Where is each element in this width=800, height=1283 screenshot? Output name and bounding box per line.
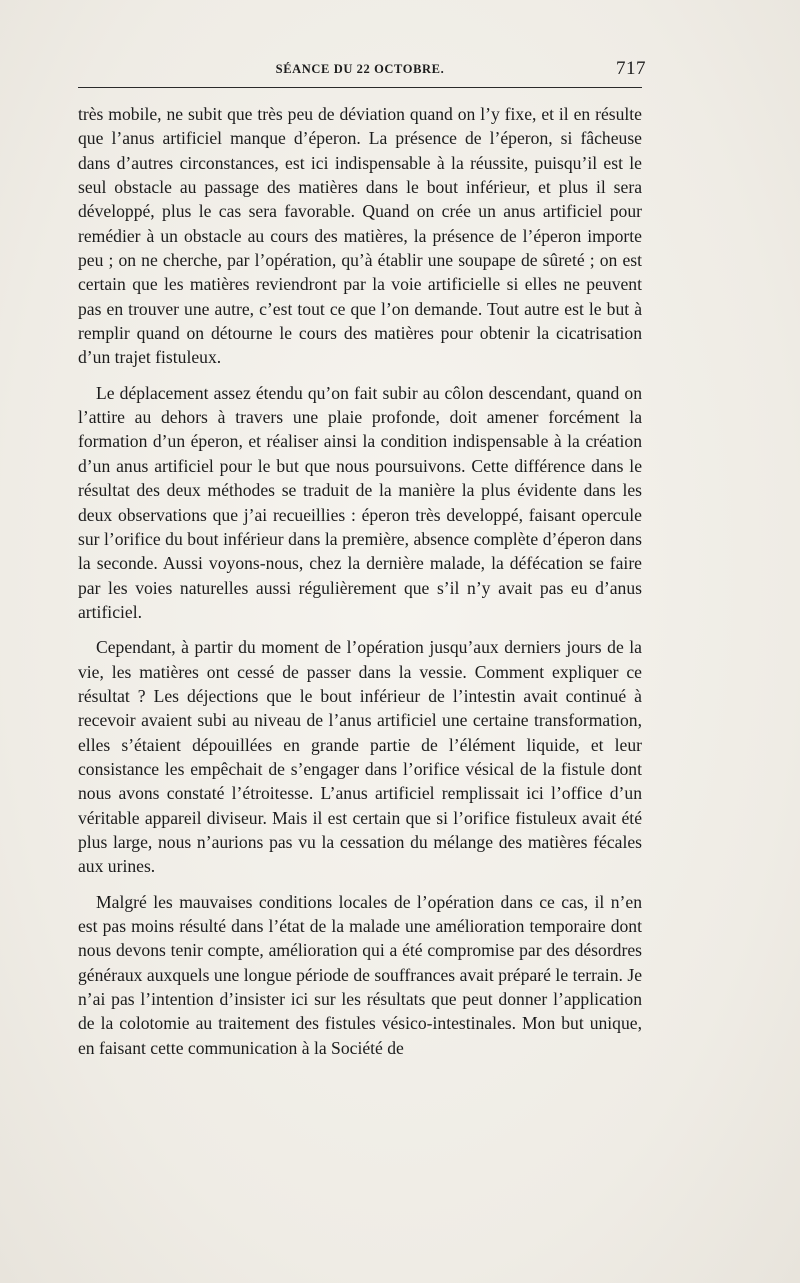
paragraph-3: Cependant, à partir du moment de l’opération jusqu’aux derniers jours de la vie, les matières ont cessé de passer dans la vessie. Comment expliquer ce résultat ? Les déjections que le bout inférieur de l’intestin avait continué à recevoir avaient subi au niveau de l’anus artificiel une certaine transformation, elles s’étaient dépouillées en grande partie de l’élément liquide, et leur consistance les empêchait de s’engager dans l’orifice vésical de la fistule dont nous avons constaté l’étroitesse. L’anus artificiel remplissait ici l’office d’un véritable appareil diviseur. Mais il est certain que si l’orifice fistuleux avait été plus large, nous n’aurions pas vu la cessation du mélange des matières fécales aux urines. — [78, 637, 642, 877]
running-header — [78, 58, 646, 84]
header-rule — [78, 87, 642, 88]
running-title: SÉANCE DU 22 OCTOBRE. — [275, 62, 445, 76]
paragraph-4: Malgré les mauvaises conditions locales de l’opération dans ce cas, il n’en est pas moins résulté dans l’état de la malade une amélioration temporaire dont nous devons tenir compte, amélioration qui a été compromise par des désordres généraux auxquels une longue période de souffrances avait préparé le terrain. Je n’ai pas l’intention d’insister ici sur les résultats que peut donner l’application de la colotomie au traitement des fistules vésico-intestinales. Mon but unique, en faisant cette communication à la Société de — [78, 891, 642, 1058]
paragraph-2: Le déplacement assez étendu qu’on fait subir au côlon descendant, quand on l’attire au dehors à travers une plaie profonde, doit amener forcément la formation d’un éperon, et réaliser ainsi la condition indispensable à la création d’un anus artificiel pour le but que nous poursuivons. Cette différence dans le résultat des deux méthodes se traduit de la manière la plus évidente dans les deux observations que j’ai recueillies : éperon très developpé, faisant opercule sur l’orifice du bout inférieur dans la première, absence complète d’éperon dans la seconde. Aussi voyons-nous, chez la dernière malade, la défécation se faire par les voies naturelles aussi régulièrement que s’il n’y avait pas eu d’anus artificiel. — [78, 382, 642, 622]
paragraph-1: très mobile, ne subit que très peu de déviation quand on l’y fixe, et il en résulte que l’anus artificiel manque d’éperon. La présence de l’éperon, si fâcheuse dans d’autres circonstances, est ici indispensable à la réussite, puisqu’il est le seul obstacle au passage des matières dans le bout inférieur, et plus il sera développé, plus le cas sera favorable. Quand on crée un anus artificiel pour remédier à un obstacle au cours des matières, la présence de l’éperon importe peu ; on ne cherche, par l’opération, qu’à établir une soupape de sûreté ; on est certain que les matières reviendront par la voie artificielle si elles ne peuvent pas en trouver une autre, c’est tout ce que l’on demande. Tout autre est le but à remplir quand on détourne le cours des matières pour obtenir la cicatrisation d’un trajet fistuleux. — [78, 104, 642, 368]
body-text — [78, 102, 642, 1071]
page-number: 717 — [616, 58, 646, 79]
